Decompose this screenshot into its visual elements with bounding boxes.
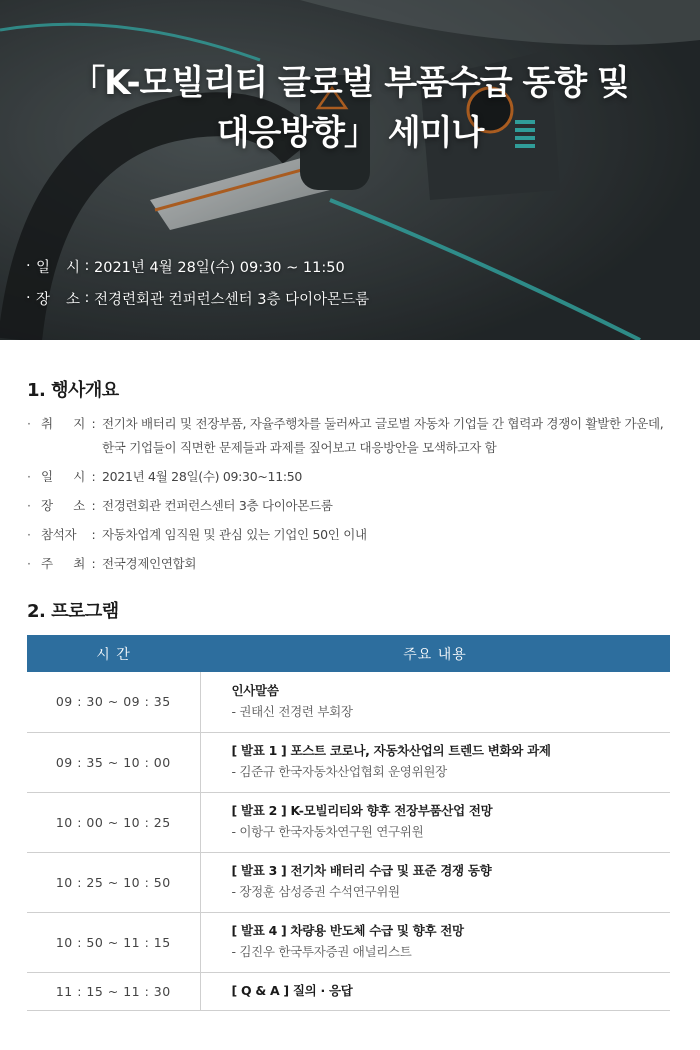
overview-row-date [27,465,677,489]
overview-value: 전국경제인연합회 [102,556,197,571]
column-header-content: 주요 내용 [200,635,670,672]
session-content [200,732,670,792]
session-time: 10 : 00 ~ 10 : 25 [27,792,200,852]
table-row [27,852,670,912]
session-title: 인사말씀 [231,682,279,698]
label-char: 장 [41,498,53,513]
session-title: [ 발표 2 ] K-모빌리티와 향후 전장부품산업 전망 [231,803,493,818]
bullet: · [27,527,31,542]
colon: : [91,469,96,484]
overview-row-host [27,552,677,576]
column-header-time: 시 간 [27,635,200,672]
overview-label [41,465,85,489]
label-char: 시 [65,259,80,276]
overview-value-line: 한국 기업들이 직면한 문제들과 과제를 짚어보고 대응방안을 모색하고자 함 [102,440,497,455]
label-char: 주 [41,556,53,571]
seminar-title-line1: 「K-모빌리티 글로벌 부품수급 동향 및 [71,63,629,103]
bullet: · [26,290,31,306]
session-time: 10 : 25 ~ 10 : 50 [27,852,200,912]
table-header-row [27,635,670,672]
hero-banner [0,0,700,340]
bullet: · [27,416,31,431]
overview-row-purpose [27,412,677,460]
label-char: 일 [41,469,53,484]
overview-value-line: 전기차 배터리 및 전장부품, 자율주행차를 둘러싸고 글로벌 자동차 기업들 간 협력과 경쟁이 활발한 가운데, [102,416,664,431]
seminar-title-line2: 대응방향」 세미나 [216,113,484,153]
session-time: 09 : 30 ~ 09 : 35 [27,672,200,732]
colon: : [91,416,96,431]
overview-label [41,523,85,547]
hero-info-label [36,256,80,277]
table-row [27,732,670,792]
overview-value [102,412,677,460]
session-content [200,972,670,1010]
hero-info-date [26,250,369,282]
overview-label [41,494,85,518]
program-table [27,635,670,1011]
label-char: 소 [65,291,80,308]
table-row [27,792,670,852]
session-time: 09 : 35 ~ 10 : 00 [27,732,200,792]
overview-list [27,412,677,581]
colon: : [91,527,96,542]
session-title: [ 발표 3 ] 전기차 배터리 수급 및 표준 경쟁 동향 [231,863,492,878]
hero-info-venue [26,282,369,314]
label-text: 참석자 [41,527,77,542]
label-char: 시 [73,469,85,484]
hero-info-value: 전경련회관 컨퍼런스센터 3층 다이아몬드룸 [94,291,370,308]
bullet: · [27,469,31,484]
session-speaker: - 김준규 한국자동차산업협회 운영위원장 [231,764,447,779]
overview-value: 2021년 4월 28일(수) 09:30~11:50 [102,469,303,484]
bullet: · [26,258,31,274]
bullet: · [27,556,31,571]
overview-value: 전경련회관 컨퍼런스센터 3층 다이아몬드룸 [102,498,333,513]
session-speaker: - 김진우 한국투자증권 애널리스트 [231,944,412,959]
label-char: 소 [73,498,85,513]
session-title: [ 발표 4 ] 차량용 반도체 수급 및 향후 전망 [231,923,464,938]
bullet: · [27,498,31,513]
label-char: 일 [36,259,51,276]
section-heading-program: 2. 프로그램 [27,601,119,622]
label-char: 지 [73,416,85,431]
hero-info-label [36,288,80,309]
section-heading-overview: 1. 행사개요 [27,380,119,401]
table-row [27,972,670,1010]
table-row [27,912,670,972]
label-char: 장 [36,291,51,308]
overview-label [41,552,85,576]
colon: : [91,556,96,571]
session-title: [ Q & A ] 질의 · 응답 [231,983,353,998]
seminar-title [0,58,700,158]
session-content [200,672,670,732]
hero-info [26,250,369,314]
overview-row-attendees [27,523,677,547]
session-speaker: - 권태신 전경련 부회장 [231,703,353,719]
overview-value: 자동차업계 임직원 및 관심 있는 기업인 50인 이내 [102,527,367,542]
colon: : [84,290,90,306]
hero-info-value: 2021년 4월 28일(수) 09:30 ~ 11:50 [94,259,345,276]
colon: : [84,258,90,274]
overview-label [41,412,85,460]
session-speaker: - 장정훈 삼성증권 수석연구위원 [231,884,400,899]
label-char: 최 [73,556,85,571]
session-content [200,912,670,972]
session-title: [ 발표 1 ] 포스트 코로나, 자동차산업의 트렌드 변화와 과제 [231,743,551,758]
session-time: 10 : 50 ~ 11 : 15 [27,912,200,972]
colon: : [91,498,96,513]
session-content [200,792,670,852]
session-content [200,852,670,912]
table-row [27,672,670,732]
session-time: 11 : 15 ~ 11 : 30 [27,972,200,1010]
overview-row-venue [27,494,677,518]
label-char: 취 [41,416,53,431]
session-speaker: - 이항구 한국자동차연구원 연구위원 [231,824,424,839]
